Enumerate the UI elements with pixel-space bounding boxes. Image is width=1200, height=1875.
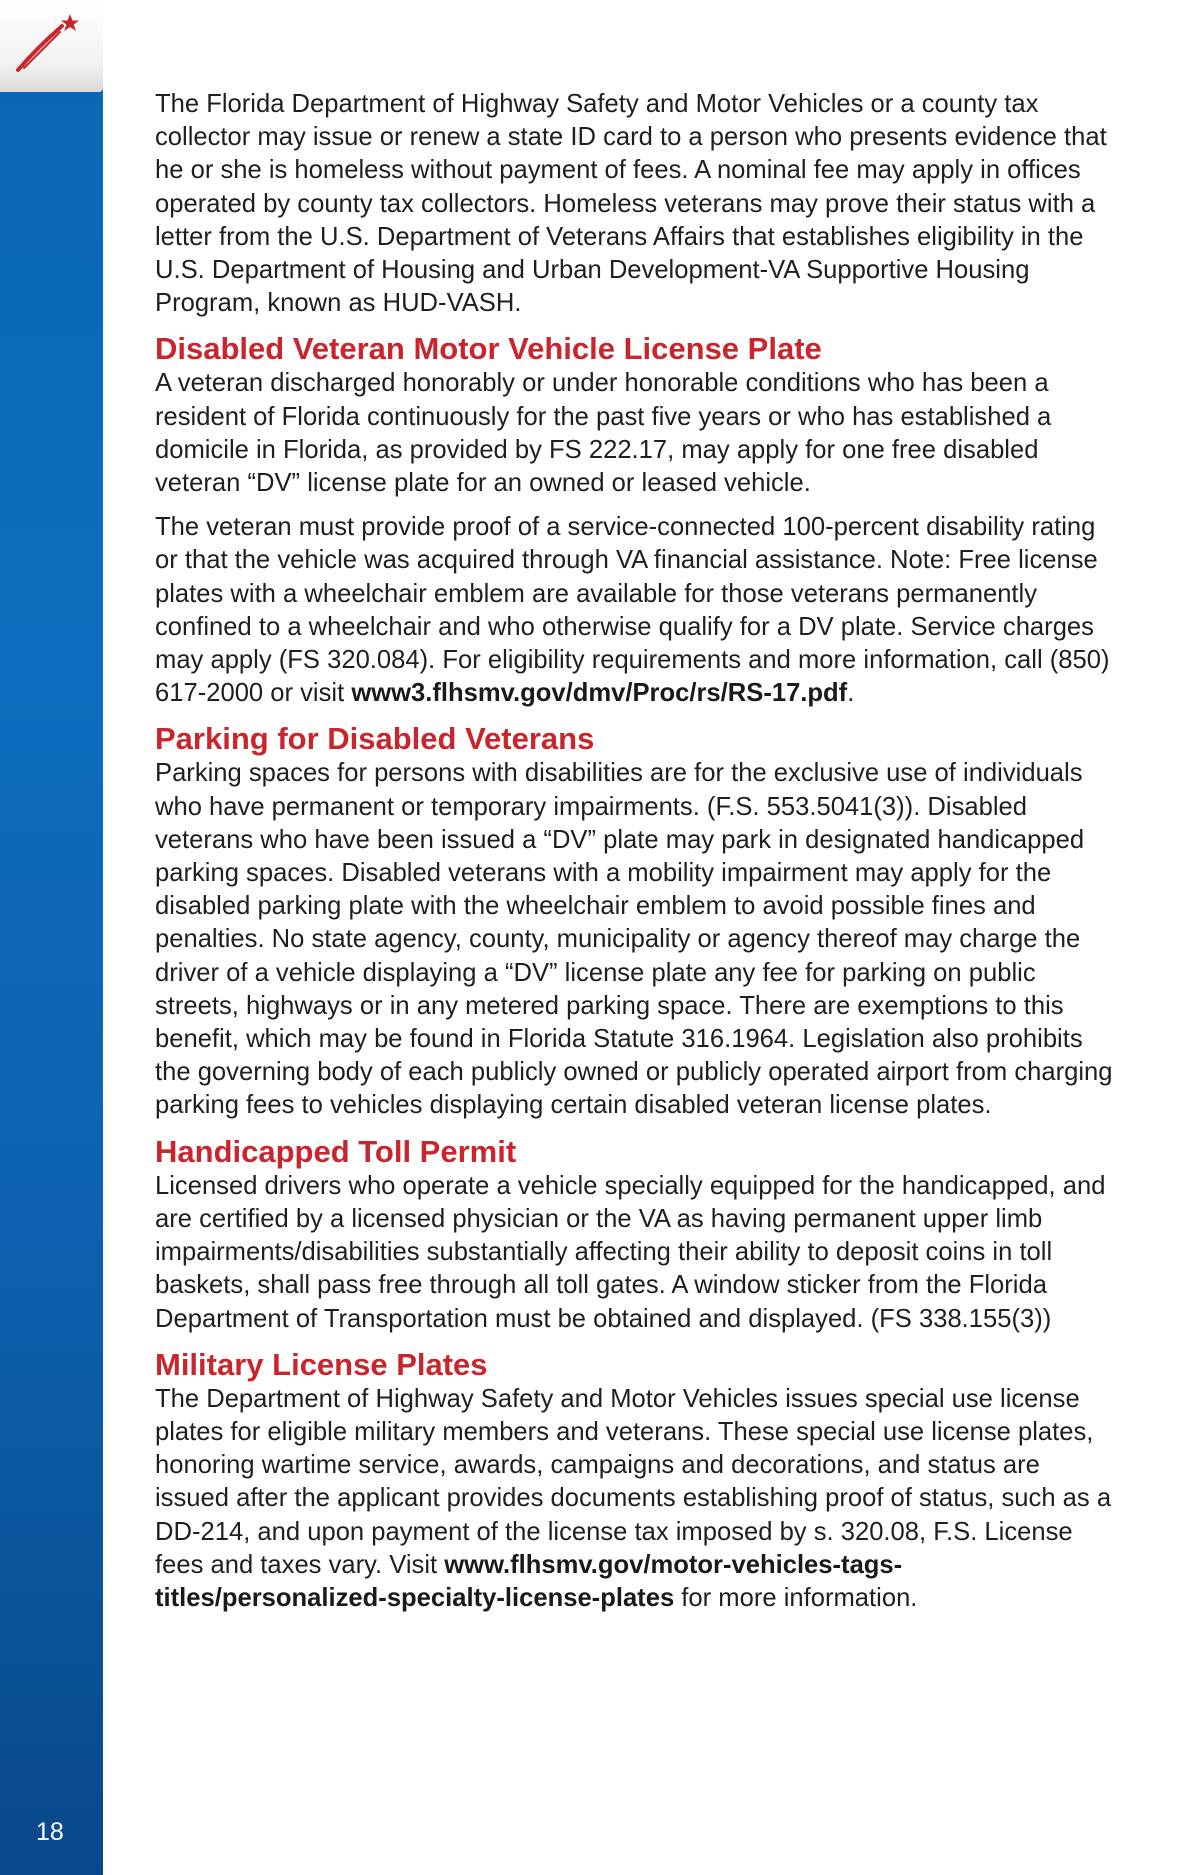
section-title-parking: Parking for Disabled Veterans (155, 721, 595, 757)
military-paragraph (155, 1383, 1115, 1615)
toll-paragraph: Licensed drivers who operate a vehicle specially equipped for the handicapped, and are certified by a licensed physician or the VA as having permanent upper limb impairments/disabilities substantially affecting their ability to deposit coins in toll baskets, shall pass free through all toll gates. A window sticker from the Florida Department of Transportation must be obtained and displayed. (FS 338.155(3)) (155, 1171, 1106, 1333)
military-paragraph-end: for more information. (674, 1583, 918, 1612)
dv-plate-paragraph-1: A veteran discharged honorably or under honorable conditions who has been a resident of Florida continuously for the past five years or who has established a domicile in Florida, as provided by FS 222.17, may apply for one free disabled veteran “DV” license plate for an owned or leased vehicle. (155, 369, 1052, 498)
sidebar (0, 0, 103, 1875)
dv-plate-paragraph-2-text: The veteran must provide proof of a service-connected 100-percent disability rating or that the vehicle was acquired through VA financial assistance. Note: Free license plates with a wheelchair emblem are available for those veterans permanently confined to a wheelchair and who otherwise qualify for a DV plate. Service charges may apply (FS 320.084). For eligibility requirements and more information, call (850) 617-2000 or visit (155, 513, 1110, 708)
section-title-military: Military License Plates (155, 1346, 488, 1382)
page-number: 18 (36, 1818, 64, 1846)
dv-plate-paragraph-2 (155, 511, 1115, 710)
rs17-pdf-link[interactable]: www3.flhsmv.gov/dmv/Proc/rs/RS-17.pdf (351, 679, 848, 708)
section-title-dv-plate: Disabled Veteran Motor Vehicle License Plate (155, 331, 822, 367)
specialty-plates-link[interactable]: www.flhsmv.gov/motor-vehicles-tags-titles/personalized-specialty-license-plates (155, 1550, 903, 1612)
military-paragraph-text: The Department of Highway Safety and Motor Vehicles issues special use license plates for eligible military members and veterans. These special use license plates, honoring wartime service, awards, campaigns and decorations, and status are issued after the applicant provides documents establishing proof of status, such as a DD-214, and upon payment of the license tax imposed by s. 320.08, F.S. License fees and taxes vary. Visit (155, 1384, 1112, 1579)
main-content (155, 88, 1115, 1626)
section-title-toll: Handicapped Toll Permit (155, 1133, 517, 1169)
intro-paragraph: The Florida Department of Highway Safety and Motor Vehicles or a county tax collector may issue or renew a state ID card to a person who presents evidence that he or she is homeless without payment of fees. A nominal fee may apply in offices operated by county tax collectors. Homeless veterans may prove their status with a letter from the U.S. Department of Veterans Affairs that establishes eligibility in the U.S. Department of Housing and Urban Development-VA Supportive Housing Program, known as HUD-VASH. (155, 90, 1107, 318)
logo-box (0, 0, 103, 92)
dv-plate-paragraph-2-end: . (847, 679, 855, 708)
shooting-star-icon (12, 12, 82, 74)
parking-paragraph: Parking spaces for persons with disabilities are for the exclusive use of individuals who have permanent or temporary impairments. (F.S. 553.5041(3)). Disabled veterans who have been issued a “DV” plate may park in designated handicapped parking spaces. Disabled veterans with a mobility impairment may apply for the disabled parking plate with the wheelchair emblem to avoid possible fines and penalties. No state agency, county, municipality or agency thereof may charge the driver of a vehicle displaying a “DV” license plate any fee for parking on public streets, highways or in any metered parking space. There are exemptions to this benefit, which may be found in Florida Statute 316.1964. Legislation also prohibits the governing body of each publicly owned or publicly operated airport from charging parking fees to vehicles displaying certain disabled veteran license plates. (155, 759, 1113, 1120)
